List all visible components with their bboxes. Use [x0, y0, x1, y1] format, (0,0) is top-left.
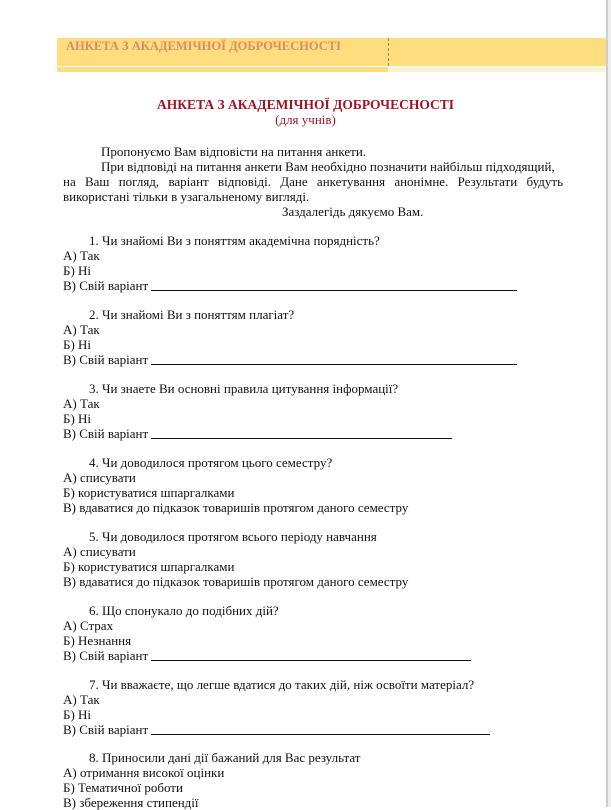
question-text: 1. Чи знайомі Ви з поняттям академічна порядність?: [89, 233, 380, 248]
header-strip: [57, 67, 388, 72]
intro-line-4: використані тільки в узагальненому вигляді.: [63, 189, 310, 204]
document-title: АНКЕТА З АКАДЕМІЧНОЇ ДОБРОЧЕСНОСТІ: [157, 97, 454, 112]
answer-blank-line[interactable]: [151, 438, 452, 439]
option-a[interactable]: А) Так: [63, 692, 100, 707]
question-text: 8. Приносили дані дії бажаний для Вас результат: [89, 750, 361, 765]
option-b[interactable]: Б) Незнання: [63, 633, 132, 648]
intro-line-1: Пропонуємо Вам відповісти на питання анкети.: [101, 144, 367, 159]
option-b[interactable]: Б) Ні: [63, 337, 92, 352]
answer-blank-line[interactable]: [151, 364, 517, 365]
option-c[interactable]: В) вдаватися до підказок товаришів протягом даного семестру: [63, 574, 409, 589]
option-b[interactable]: Б) Ні: [63, 263, 92, 278]
option-c[interactable]: В) Свій варіант: [63, 352, 149, 367]
option-a[interactable]: А) Так: [63, 248, 100, 263]
option-c[interactable]: В) Свій варіант: [63, 426, 149, 441]
option-c[interactable]: В) вдаватися до підказок товаришів протягом даного семестру: [63, 500, 409, 515]
intro-line-2: При відповіді на питання анкети Вам необхідно позначити найбільш підходящий,: [101, 159, 555, 174]
question-text: 4. Чи доводилося протягом цього семестру?: [89, 455, 333, 470]
question-text: 3. Чи знаете Ви основні правила цитування інформації?: [89, 381, 399, 396]
option-a[interactable]: А) Страх: [63, 618, 114, 633]
option-a[interactable]: А) отримання високої оцінки: [63, 765, 225, 780]
option-c[interactable]: В) Свій варіант: [63, 648, 149, 663]
intro-thanks: Заздалегідь дякуємо Вам.: [282, 204, 424, 219]
answer-blank-line[interactable]: [151, 290, 517, 291]
option-b[interactable]: Б) користуватися шпаргалками: [63, 559, 235, 574]
option-c[interactable]: В) Свій варіант: [63, 722, 149, 737]
option-b[interactable]: Б) Ні: [63, 411, 92, 426]
option-c[interactable]: В) Свій варіант: [63, 278, 149, 293]
answer-blank-line[interactable]: [151, 734, 490, 735]
option-b[interactable]: Б) Тематичної роботи: [63, 780, 183, 795]
option-a[interactable]: А) Так: [63, 396, 100, 411]
question-text: 7. Чи вважаєте, що легше вдатися до таких дій, ніж освоїти матеріал?: [89, 677, 475, 692]
header-column-divider: [388, 38, 389, 66]
question-text: 5. Чи доводилося протягом всього періоду навчання: [89, 529, 377, 544]
option-c[interactable]: В) збереження стипендії: [63, 795, 199, 810]
header-title: АНКЕТА З АКАДЕМІЧНОЇ ДОБРОЧЕСНОСТІ: [66, 39, 341, 53]
question-text: 2. Чи знайомі Ви з поняттям плагіат?: [89, 307, 295, 322]
document-subtitle: (для учнів): [275, 112, 336, 127]
answer-blank-line[interactable]: [151, 660, 471, 661]
option-a[interactable]: А) списувати: [63, 544, 136, 559]
option-b[interactable]: Б) Ні: [63, 707, 92, 722]
option-a[interactable]: А) Так: [63, 322, 100, 337]
question-text: 6. Що спонукало до подібних дій?: [89, 603, 279, 618]
option-b[interactable]: Б) користуватися шпаргалками: [63, 485, 235, 500]
option-a[interactable]: А) списувати: [63, 470, 136, 485]
header-strip-light: [389, 67, 606, 72]
intro-line-3: на Ваш погляд, варіант відповіді. Дане анкетування анонімне. Результати будуть: [63, 174, 563, 189]
